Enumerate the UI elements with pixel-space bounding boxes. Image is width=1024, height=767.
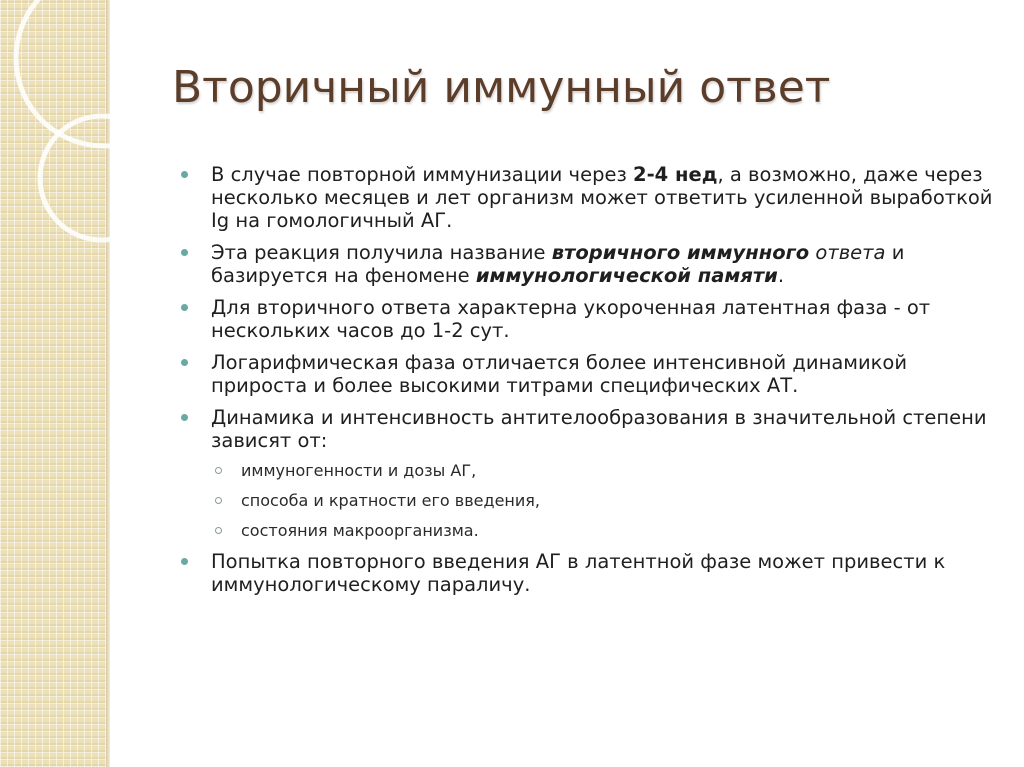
sub-bullet-text: состояния макроорганизма.	[241, 521, 479, 540]
bullet-text: Эта реакция получила название вторичного иммунного ответа и базируется на феномене иммунологической памяти.	[211, 241, 905, 287]
bullet-text: Динамика и интенсивность антителообразования в значительной степени зависят от:	[211, 406, 987, 452]
bullet-text: Для вторичного ответа характерна укороченная латентная фаза - от нескольких часов до 1-2 сут.	[211, 296, 931, 342]
sub-bullet-item	[211, 490, 998, 511]
bullet-item	[178, 406, 998, 541]
bullet-item	[178, 296, 998, 342]
sub-bullet-item	[211, 520, 998, 541]
bullet-dot-icon	[181, 359, 188, 366]
bullet-item	[178, 351, 998, 397]
term-immune-memory: иммунологической памяти	[475, 264, 778, 287]
bullet-dot-icon	[181, 558, 188, 565]
sub-bullet-item	[211, 460, 998, 481]
sub-bullet-ring-icon	[215, 467, 222, 474]
bullet-dot-icon	[181, 304, 188, 311]
bullet-text: Логарифмическая фаза отличается более интенсивной динамикой прироста и более высокими титрами специфических АТ.	[211, 351, 908, 397]
sub-bullet-text: способа и кратности его введения,	[241, 491, 540, 510]
bullet-dot-icon	[181, 414, 188, 421]
sub-bullet-text: иммуногенности и дозы АГ,	[241, 461, 477, 480]
bullet-item	[178, 163, 998, 232]
sub-bullet-ring-icon	[215, 527, 222, 534]
bullet-dot-icon	[181, 171, 188, 178]
bullet-text: Попытка повторного введения АГ в латентной фазе может привести к иммунологическому параличу.	[211, 550, 946, 596]
side-strip-edge	[106, 0, 110, 767]
bullet-item	[178, 550, 998, 596]
side-pattern-strip	[0, 0, 106, 767]
highlight-bold: 2-4 нед	[633, 163, 718, 186]
slide-title: Вторичный иммунный ответ	[172, 62, 831, 113]
bullet-text: В случае повторной иммунизации через 2-4 нед, а возможно, даже через несколько месяцев и лет организм может ответить усиленной выработкой Ig на гомологичный АГ.	[211, 163, 993, 232]
sub-bullet-ring-icon	[215, 497, 222, 504]
bullet-item	[178, 241, 998, 287]
bullet-list	[178, 163, 998, 605]
term-response: ответа	[809, 241, 886, 264]
bullet-dot-icon	[181, 249, 188, 256]
sub-bullet-list	[211, 460, 998, 541]
term-secondary-immune: вторичного иммунного	[551, 241, 810, 264]
